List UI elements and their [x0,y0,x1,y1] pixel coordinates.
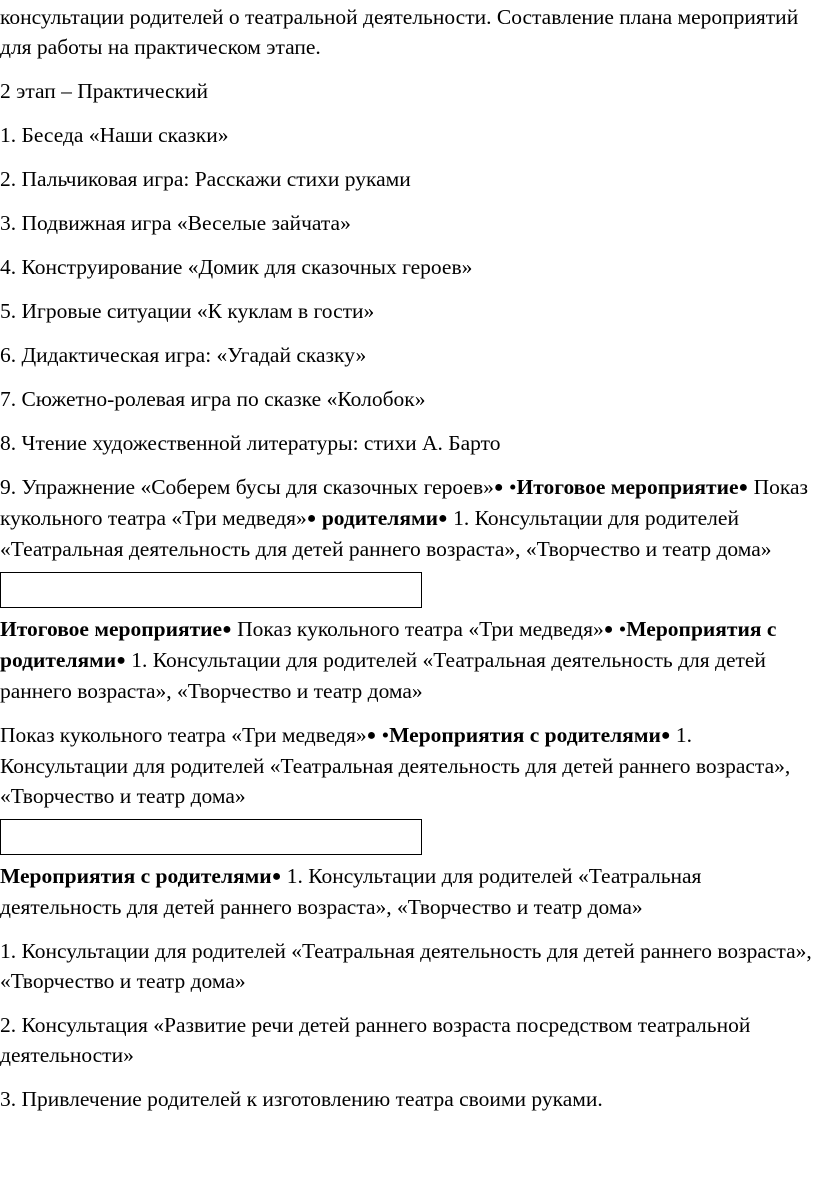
bullet-dot: ● [271,868,282,885]
final-event-paragraph: Итоговое мероприятие● Показ кукольного театра «Три медведя»● •Мероприятия с родителями● 1. Консультации для родителей «Театральная деятельность для детей раннего возраста», «Творчество и театр дома» [0,617,777,703]
bold-label: Мероприятия с родителями [0,617,777,672]
puppet-show-paragraph: Показ кукольного театра «Три медведя»● •Мероприятия с родителями● 1. Консультации для родителей «Театральная деятельность для детей раннего возраста», «Творчество и театр дома» [0,723,791,808]
empty-box [0,819,422,855]
bold-label: родителями [321,506,439,530]
bullet-dot: ● [738,479,749,496]
bullet-dot: ● [493,479,504,496]
list-item: 8. Чтение художественной литературы: стихи А. Барто [0,431,501,455]
empty-box [0,572,422,608]
bullet-dot: ● [366,727,377,744]
intro-paragraph: консультации родителей о театральной деятельности. Составление плана мероприятий для работы на практическом этапе. [0,5,799,59]
list-item: 5. Игровые ситуации «К куклам в гости» [0,299,375,323]
list-item: 6. Дидактическая игра: «Угадай сказку» [0,343,367,367]
list-item: 2. Пальчиковая игра: Расскажи стихи руками [0,167,411,191]
bold-label: Итоговое мероприятие [516,475,739,499]
parents-events-paragraph: Мероприятия с родителями● 1. Консультации для родителей «Театральная деятельность для детей раннего возраста», «Творчество и театр дома» [0,864,702,919]
bullet-dot: ● [438,510,448,527]
bullet-dot: ● [660,727,671,744]
bold-label: Мероприятия с родителями [389,723,661,747]
bold-label: Мероприятия с родителями [0,864,272,888]
stage-heading: 2 этап – Практический [0,79,209,103]
bullet-dot: ● [306,510,317,527]
bullet-dot: ● [603,621,614,638]
consultation-item: 2. Консультация «Развитие речи детей раннего возраста посредством театральной деятельности» [0,1013,751,1067]
bullet-dot: ● [222,621,232,638]
list-item: 7. Сюжетно-ролевая игра по сказке «Колобок» [0,387,426,411]
consultation-item: 3. Привлечение родителей к изготовлению театра своими руками. [0,1087,603,1111]
item-9-paragraph: 9. Упражнение «Соберем бусы для сказочных героев»● •Итоговое мероприятие● Показ кукольного театра «Три медведя»● родителями● 1. Консультации для родителей «Театральная деятельность для детей раннего возраста», «Творчество и театр дома» [0,475,809,561]
consultation-item: 1. Консультации для родителей «Театральная деятельность для детей раннего возраста», «Творчество и театр дома» [0,939,812,993]
bold-label: Итоговое мероприятие [0,617,223,641]
bullet-dot: ● [116,652,126,669]
list-item: 3. Подвижная игра «Веселые зайчата» [0,211,351,235]
list-item: 1. Беседа «Наши сказки» [0,123,229,147]
list-item: 4. Конструирование «Домик для сказочных героев» [0,255,473,279]
